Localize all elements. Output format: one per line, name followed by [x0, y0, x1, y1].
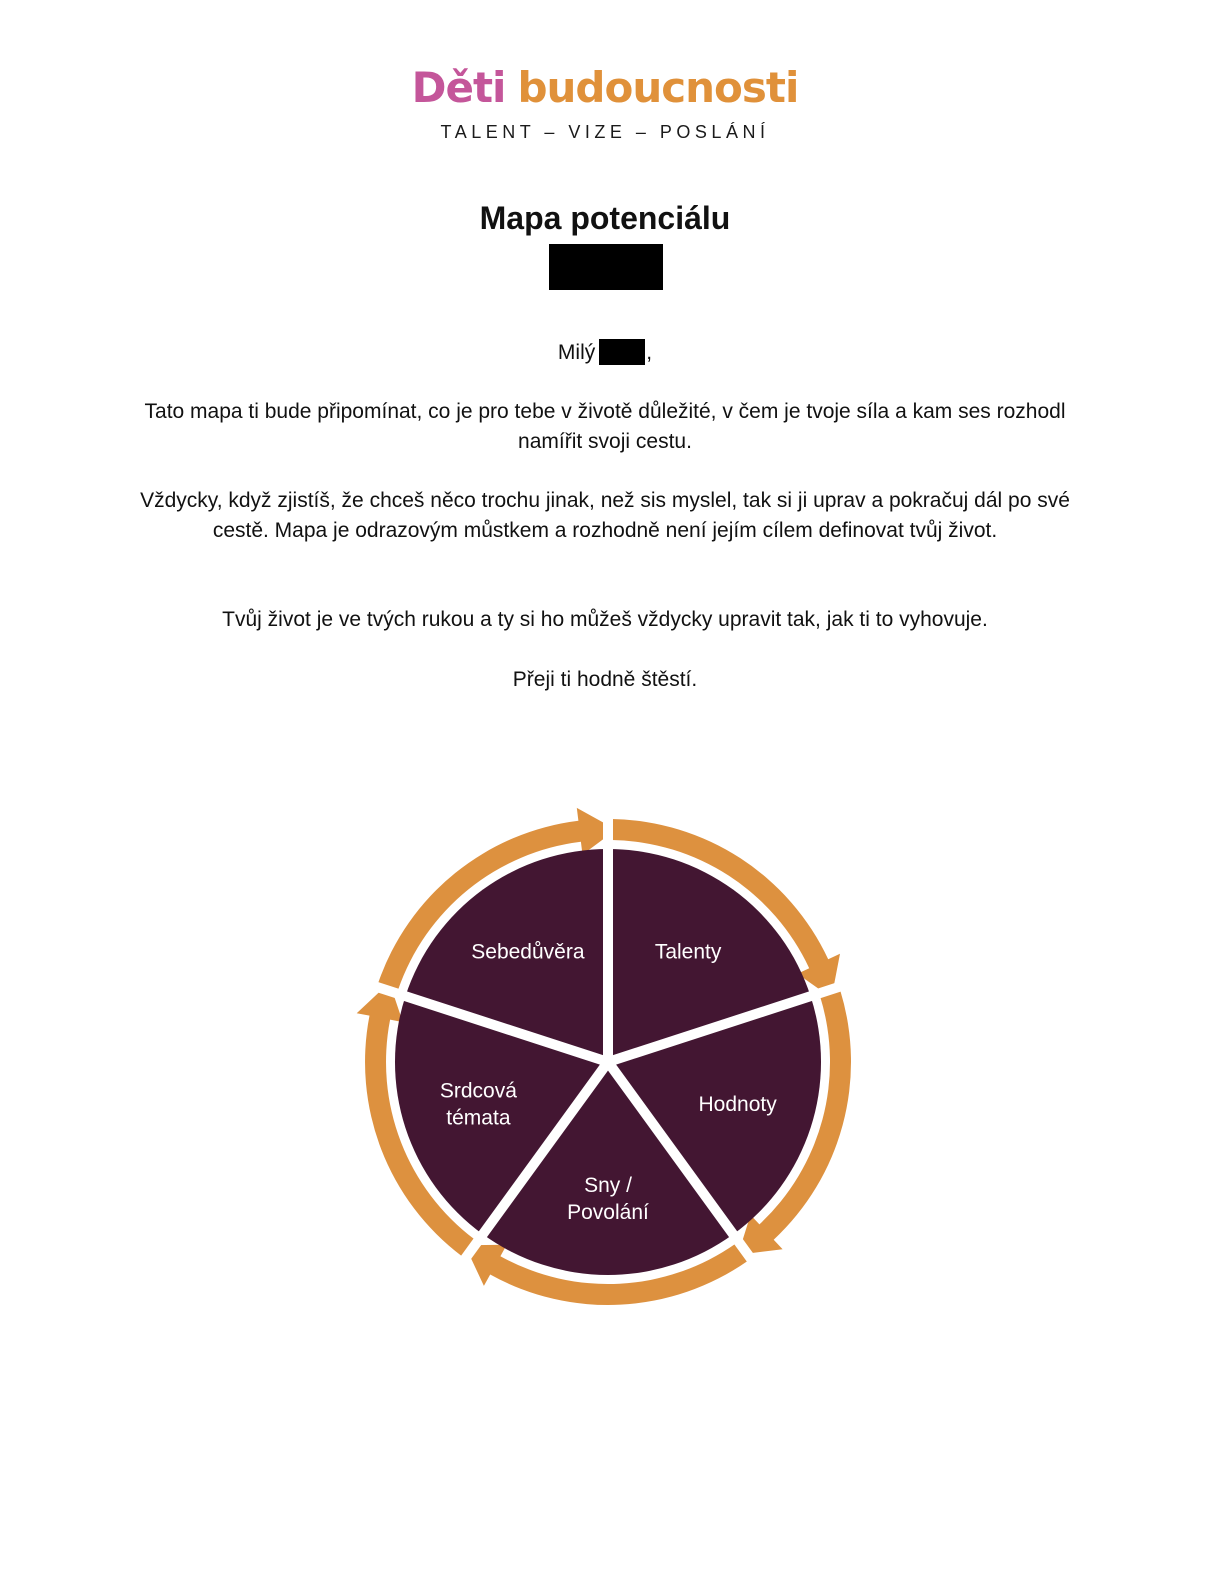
letter-paragraph-1: Tato mapa ti bude připomínat, co je pro tebe v životě důležité, v čem je tvoje síla a kam ses rozhodl namířit svoji cestu.: [144, 400, 1066, 453]
letter-paragraph-2: Vždycky, když zjistíš, že chceš něco trochu jinak, než sis myslel, tak si ji uprav a pokračuj dál po své cestě. Mapa je odrazovým můstkem a rozhodně není jejím cílem definovat tvůj život.: [140, 489, 1070, 542]
segment-label-hodnoty: [698, 1093, 777, 1116]
segment-label-line: Srdcová: [439, 1079, 517, 1103]
logo-word-deti: Děti: [411, 63, 506, 112]
salutation-comma: ,: [646, 341, 653, 364]
segment-label-line: témata: [446, 1106, 511, 1130]
salutation-text: Milý: [557, 341, 596, 364]
letter-paragraph-4: Přeji ti hodně štěstí.: [512, 668, 698, 691]
segment-label-line: Povolání: [567, 1200, 649, 1224]
segment-label-line: Talenty: [654, 940, 722, 964]
page-title: Mapa potenciálu: [479, 200, 731, 236]
logo-word-budoucnosti: budoucnosti: [517, 63, 799, 112]
segment-label-line: Sny /: [584, 1173, 632, 1197]
segment-label-sebeduvera: [471, 941, 585, 964]
segment-label-talenty: [655, 941, 722, 964]
letter-paragraph-3: Tvůj život je ve tvých rukou a ty si ho můžeš vždycky upravit tak, jak ti to vyhovuje.: [222, 608, 988, 631]
segment-label-line: Hodnoty: [698, 1093, 777, 1117]
logo-tagline: TALENT – VIZE – POSLÁNÍ: [440, 122, 770, 142]
segment-label-line: Sebedůvěra: [471, 940, 585, 964]
